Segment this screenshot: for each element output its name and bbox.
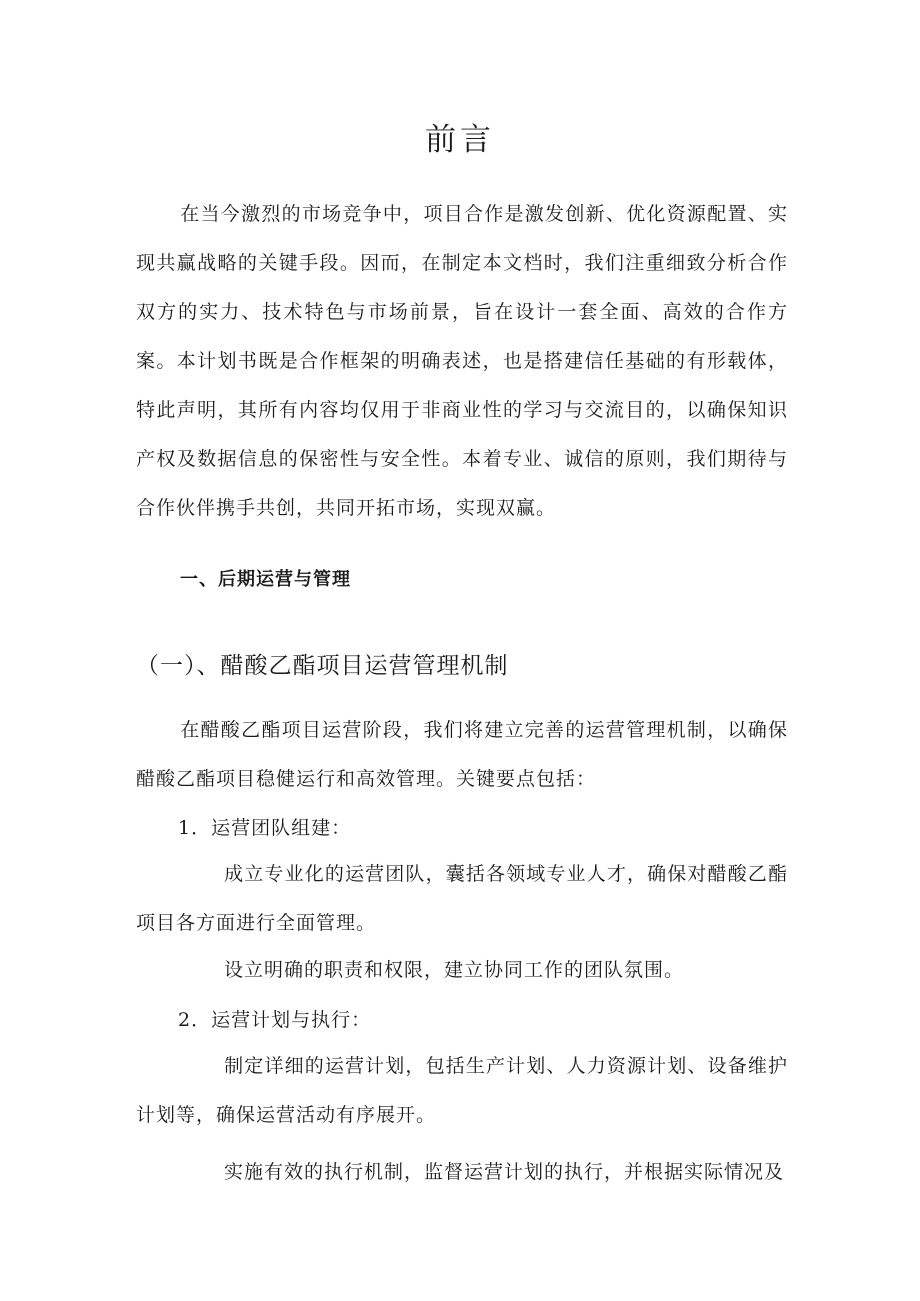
page-title: 前言: [425, 122, 495, 158]
subsection-intro-text: 在醋酸乙酯项目运营阶段，我们将建立完善的运营管理机制，以确保醋酸乙酯项目稳健运行和高效管理。关键要点包括：: [136, 719, 788, 790]
list-item-label: 1．运营团队组建：: [178, 817, 352, 839]
list-item-point: [136, 946, 788, 995]
list-item-label: 2．运营计划与执行：: [178, 1009, 372, 1031]
intro-text: 在当今激烈的市场竞争中，项目合作是激发创新、优化资源配置、实现共赢战略的关键手段。因而，在制定本文档时，我们注重细致分析合作双方的实力、技术特色与市场前景，旨在设计一套全面、高效的合作方案。本计划书既是合作框架的明确表述，也是搭建信任基础的有形载体，特此声明，其所有内容均仅用于非商业性的学习与交流目的，以确保知识产权及数据信息的保密性与安全性。本着专业、诚信的原则，我们期待与合作伙伴携手共创，共同开拓市场，实现双赢。: [136, 203, 788, 519]
list-item-point: [136, 850, 788, 948]
intro-paragraph: [136, 190, 788, 533]
list-item-point: [136, 1148, 788, 1197]
point-text: 制定详细的运营计划，包括生产计划、人力资源计划、设备维护计划等，确保运营活动有序展开。: [136, 1055, 788, 1126]
point-text: 设立明确的职责和权限，建立协同工作的团队氛围。: [224, 959, 685, 981]
list-item-point: [136, 1042, 788, 1140]
point-text: 实施有效的执行机制，监督运营计划的执行，并根据实际情况及: [224, 1161, 785, 1183]
point-text: 成立专业化的运营团队，囊括各领域专业人才，确保对醋酸乙酯项目各方面进行全面管理。: [136, 863, 788, 934]
subsection-heading: （一）、醋酸乙酯项目运营管理机制: [136, 653, 509, 679]
section-heading: 一、后期运营与管理: [180, 569, 351, 590]
subsection-intro: [136, 706, 788, 804]
